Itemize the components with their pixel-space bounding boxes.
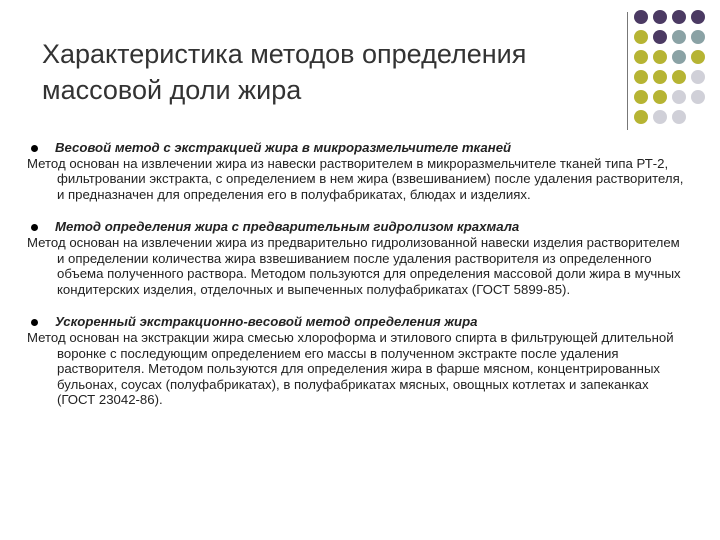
decorative-dot bbox=[672, 50, 686, 64]
method-heading bbox=[25, 140, 690, 156]
decorative-dot bbox=[691, 90, 705, 104]
decorative-dot bbox=[672, 90, 686, 104]
bullet-icon bbox=[31, 224, 38, 231]
slide-content bbox=[25, 140, 690, 425]
decorative-dot bbox=[634, 50, 648, 64]
method-heading bbox=[25, 314, 690, 330]
method-heading bbox=[25, 219, 690, 235]
decorative-dot bbox=[672, 30, 686, 44]
decorative-dot bbox=[691, 50, 705, 64]
decorative-dot bbox=[653, 110, 667, 124]
decorative-dot bbox=[653, 30, 667, 44]
decorative-dot bbox=[653, 50, 667, 64]
method-description: Метод основан на извлечении жира из навески растворителем в микроразмельчителе тканей типа РТ-2, фильтровании экстракта, с определением в нем жира (взвешиванием) после удаления растворителя, и предназначен для определения его в полуфабрикатах, блюдах и изделиях. bbox=[27, 155, 684, 202]
decorative-dot bbox=[634, 110, 648, 124]
method-heading-text: Весовой метод с экстракцией жира в микроразмельчителе тканей bbox=[55, 140, 512, 155]
decorative-dot bbox=[672, 70, 686, 84]
method-heading-text: Ускоренный экстракционно-весовой метод определения жира bbox=[55, 314, 478, 330]
decorative-dot bbox=[672, 110, 686, 124]
method-section bbox=[25, 314, 690, 408]
decorative-dot bbox=[653, 10, 667, 24]
decorative-dot bbox=[691, 110, 705, 124]
bullet-icon bbox=[31, 319, 38, 326]
method-description: Метод основан на извлечении жира из предварительно гидролизованной навески изделия растворителем и определении количества жира взвешиванием после удаления растворителя из определенного объема полученного раствора. Методом пользуются для определения массовой доли жира в мучных кондитерских изделия, отделочных и выпеченных полуфабрикатах (ГОСТ 5899-85). bbox=[27, 234, 681, 297]
decorative-dot bbox=[653, 90, 667, 104]
decorative-dot bbox=[691, 70, 705, 84]
decorative-dot bbox=[634, 90, 648, 104]
slide-title: Характеристика методов определения массовой доли жира bbox=[42, 39, 527, 105]
decorative-dot bbox=[634, 70, 648, 84]
decorative-dot-grid bbox=[634, 10, 705, 124]
decorative-dot bbox=[691, 30, 705, 44]
decorative-dot bbox=[672, 10, 686, 24]
divider-line bbox=[627, 12, 628, 130]
method-heading-text: Метод определения жира с предварительным гидролизом крахмала bbox=[55, 219, 520, 235]
method-description: Метод основан на экстракции жира смесью хлороформа и этилового спирта в фильтрующей длительной воронке с последующим определением его массы в полученном экстракте после удаления растворителя. Методом пользуются для определения жира в фарше мясном, концентрированных бульонах, соусах (полуфабрикатах), в полуфабрикатах мясных, овощных котлетах и запеканках (ГОСТ 23042-86). bbox=[27, 329, 674, 408]
decorative-dot bbox=[634, 10, 648, 24]
method-section bbox=[25, 219, 690, 297]
bullet-icon bbox=[31, 145, 38, 152]
method-section bbox=[25, 140, 690, 202]
decorative-dot bbox=[634, 30, 648, 44]
decorative-dot bbox=[691, 10, 705, 24]
decorative-dot bbox=[653, 70, 667, 84]
